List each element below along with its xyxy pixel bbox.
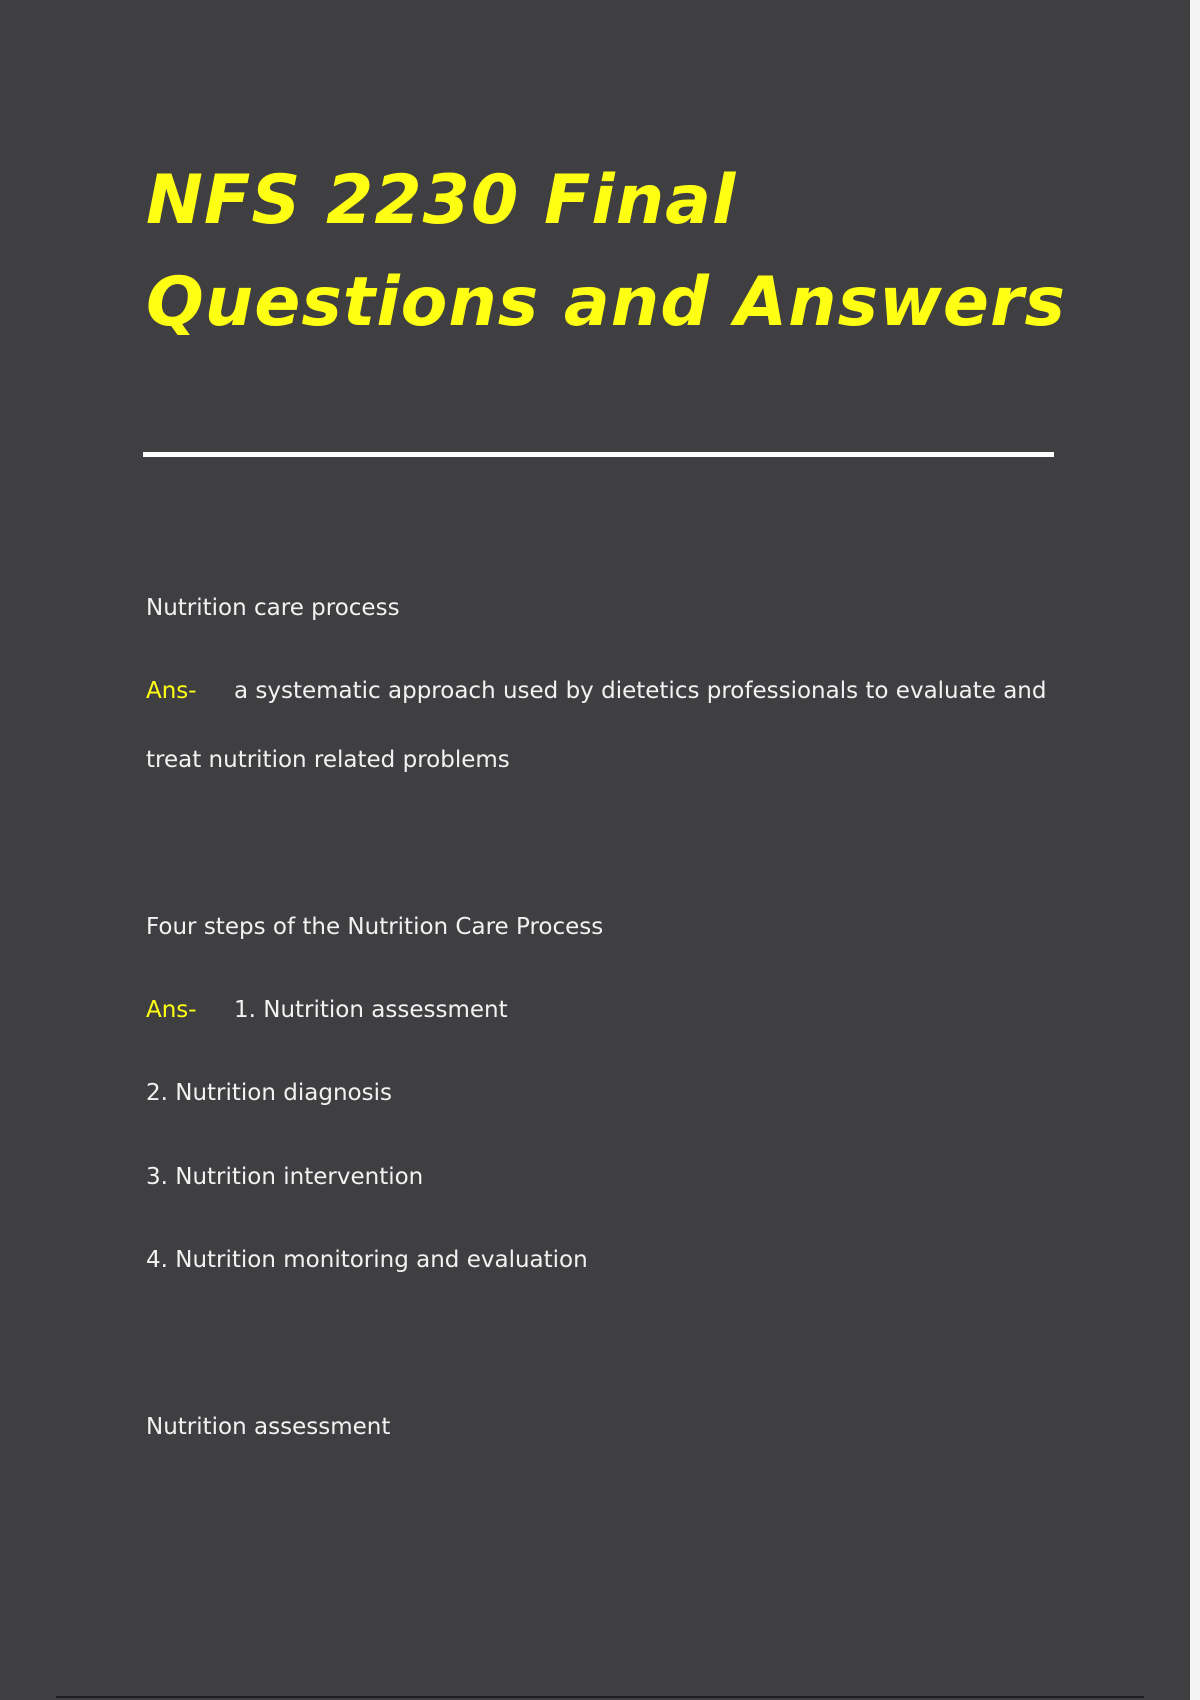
answer-1-label: Ans- (146, 678, 197, 704)
answer-1-text-1: a systematic approach used by dietetics professionals to evaluate and (234, 678, 1047, 704)
question-3: Nutrition assessment (146, 1414, 391, 1440)
page-bottom-rule (56, 1696, 1144, 1698)
answer-1-line-2: treat nutrition related problems (146, 747, 510, 773)
answer-2-label: Ans- (146, 997, 197, 1023)
question-2: Four steps of the Nutrition Care Process (146, 914, 604, 940)
answer-1-line-1 (146, 676, 1046, 706)
answer-2-line-3: 3. Nutrition intervention (146, 1164, 424, 1190)
document-title (146, 150, 1066, 354)
question-1: Nutrition care process (146, 595, 400, 621)
answer-2-line-2: 2. Nutrition diagnosis (146, 1080, 392, 1106)
answer-2-text-1: 1. Nutrition assessment (234, 997, 508, 1023)
answer-2-line-1 (146, 995, 508, 1025)
title-divider (143, 452, 1054, 457)
page-right-edge (1190, 0, 1200, 1700)
title-line-2: Questions and Answers (146, 263, 1067, 342)
answer-2-line-4: 4. Nutrition monitoring and evaluation (146, 1247, 588, 1273)
title-line-1: NFS 2230 Final (146, 161, 737, 240)
